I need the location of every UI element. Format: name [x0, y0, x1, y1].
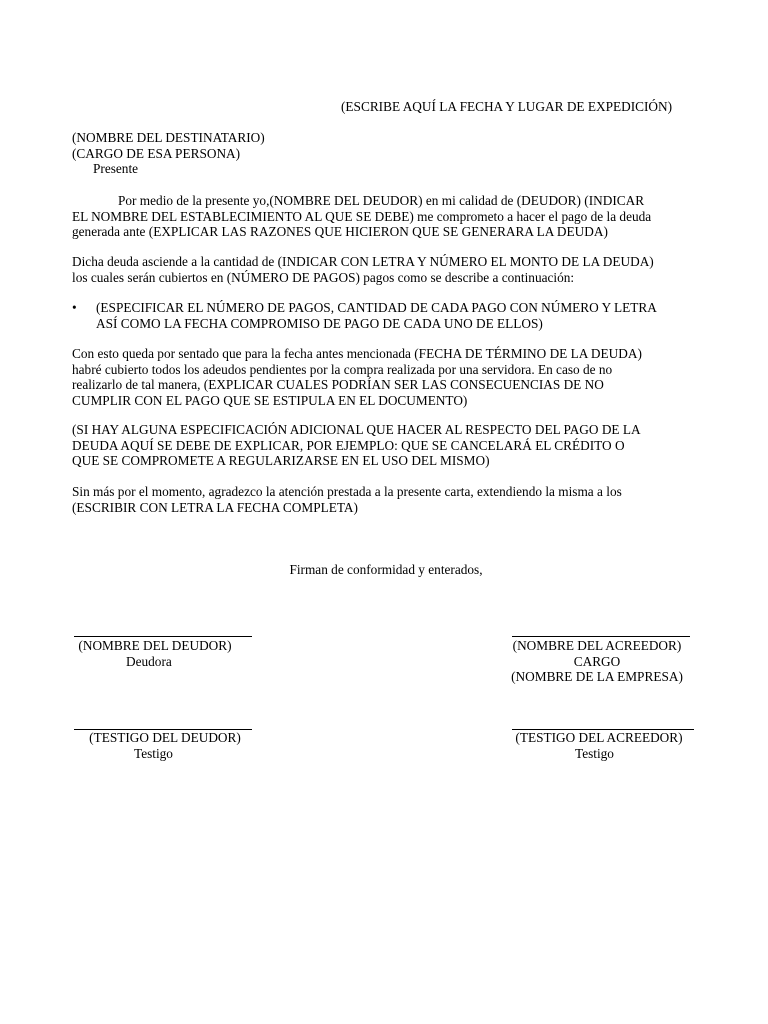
- creditor-signature-block: [504, 638, 690, 685]
- paragraph-line: (SI HAY ALGUNA ESPECIFICACIÓN ADICIONAL QUE HACER AL RESPECTO DEL PAGO DE LA: [72, 422, 641, 437]
- paragraph-line: (ESCRIBIR CON LETRA LA FECHA COMPLETA): [72, 499, 358, 515]
- paragraph-line: QUE SE COMPROMETE A REGULARIZARSE EN EL USO DEL MISMO): [72, 453, 490, 468]
- debtor-signature-line: [74, 636, 252, 637]
- paragraph-line: habré cubierto todos los adeudos pendientes por la compra realizada por una servidora. En caso de no: [72, 361, 613, 377]
- presente-label: Presente: [93, 161, 139, 176]
- creditor-position: CARGO: [573, 653, 621, 669]
- paragraph-line: Dicha deuda asciende a la cantidad de (INDICAR CON LETRA Y NÚMERO EL MONTO DE LA DEUDA): [72, 254, 654, 269]
- creditor-witness-role: Testigo: [575, 745, 614, 761]
- paragraph-commitment: [72, 193, 696, 240]
- debtor-role: Deudora: [126, 653, 172, 669]
- bullet-line: ASÍ COMO LA FECHA COMPROMISO DE PAGO DE CADA UNO DE ELLOS): [96, 315, 543, 331]
- debtor-witness-role: Testigo: [134, 745, 173, 761]
- debtor-name: (NOMBRE DEL DEUDOR): [78, 638, 232, 653]
- creditor-witness-block: [508, 730, 690, 761]
- creditor-company: (NOMBRE DE LA EMPRESA): [511, 669, 683, 684]
- debtor-witness-name: (TESTIGO DEL DEUDOR): [89, 730, 241, 745]
- debtor-witness-block: [82, 730, 248, 761]
- paragraph-line: generada ante (EXPLICAR LAS RAZONES QUE HICIERON QUE SE GENERARA LA DEUDA): [72, 224, 608, 239]
- paragraph-amount: [72, 254, 696, 285]
- creditor-signature-line: [512, 636, 690, 637]
- bullet-text: [96, 300, 657, 331]
- creditor-witness-name: (TESTIGO DEL ACREEDOR): [515, 730, 683, 745]
- debtor-signature-block: [72, 638, 238, 669]
- paragraph-closing: [72, 484, 696, 515]
- bullet-marker: •: [72, 300, 77, 315]
- bullet-line: (ESPECIFICAR EL NÚMERO DE PAGOS, CANTIDAD DE CADA PAGO CON NÚMERO Y LETRA: [96, 300, 657, 315]
- paragraph-line: Sin más por el momento, agradezco la atención prestada a la presente carta, extendiendo la misma a los: [72, 484, 622, 499]
- paragraph-line: CUMPLIR CON EL PAGO QUE SE ESTIPULA EN EL DOCUMENTO): [72, 392, 468, 408]
- creditor-name: (NOMBRE DEL ACREEDOR): [512, 638, 682, 653]
- paragraph-line: realizarlo de tal manera, (EXPLICAR CUALES PODRÍAN SER LAS CONSECUENCIAS DE NO: [72, 377, 604, 392]
- paragraph-line: EL NOMBRE DEL ESTABLECIMIENTO AL QUE SE DEBE) me comprometo a hacer el pago de la deuda: [72, 208, 652, 224]
- paragraph-line: Por medio de la presente yo,(NOMBRE DEL DEUDOR) en mi calidad de (DEUDOR) (INDICAR: [118, 193, 645, 208]
- paragraph-additional: [72, 422, 696, 469]
- recipient-block: [72, 130, 265, 177]
- paragraph-line: los cuales serán cubiertos en (NÚMERO DE PAGOS) pagos como se describe a continuación:: [72, 269, 575, 285]
- paragraph-line: Con esto queda por sentado que para la fecha antes mencionada (FECHA DE TÉRMINO DE LA DEUDA): [72, 346, 642, 361]
- paragraph-line: DEUDA AQUÍ SE DEBE DE EXPLICAR, POR EJEMPLO: QUE SE CANCELARÁ EL CRÉDITO O: [72, 437, 625, 453]
- recipient-name: (NOMBRE DEL DESTINATARIO): [72, 130, 265, 145]
- recipient-position: (CARGO DE ESA PERSONA): [72, 145, 241, 161]
- date-place: (ESCRIBE AQUÍ LA FECHA Y LUGAR DE EXPEDICIÓN): [341, 99, 673, 114]
- paragraph-term: [72, 346, 696, 408]
- closing-statement: Firman de conformidad y enterados,: [289, 562, 483, 577]
